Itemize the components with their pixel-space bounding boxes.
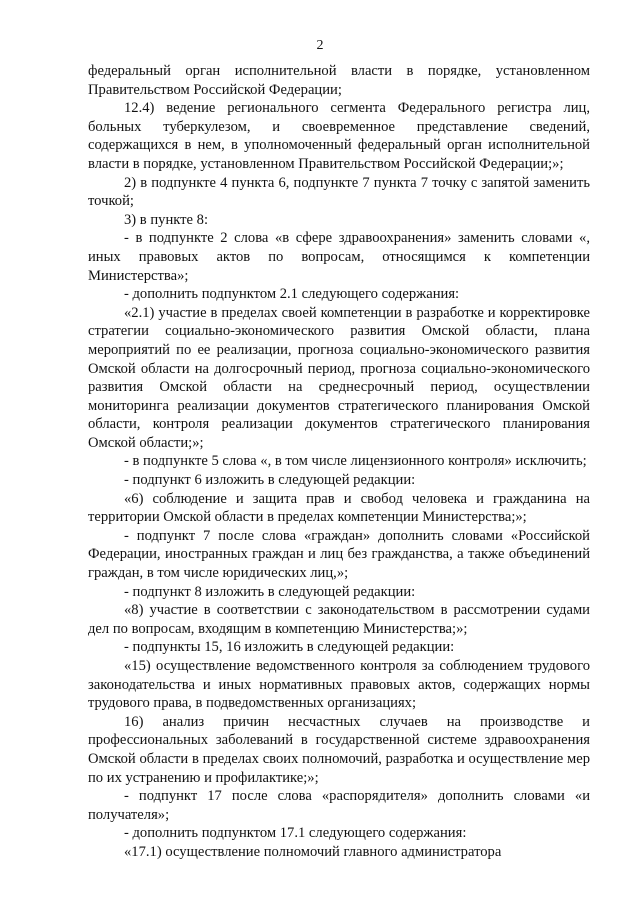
paragraph: федеральный орган исполнительной власти в порядке, установленном Правительством Российской Федерации; — [88, 63, 590, 98]
paragraph: 2) в подпункте 4 пункта 6, подпункте 7 пункта 7 точку с запятой заменить точкой; — [88, 174, 590, 210]
paragraph: - в подпункте 5 слова «, в том числе лицензионного контроля» исключить; — [124, 453, 587, 470]
paragraph: «6) соблюдение и защита прав и свобод человека и гражданина на территории Омской области в пределах компетенции Министерства;»; — [88, 490, 590, 526]
paragraph: - дополнить подпунктом 17.1 следующего содержания: — [124, 825, 467, 842]
paragraph: 16) анализ причин несчастных случаев на производстве и профессиональных заболеваний в государственной системе здравоохранения Омской области в пределах своих полномочий, разработка и осуществление мер по их устранению и профилактике;»; — [88, 713, 590, 786]
paragraph: - подпункт 8 изложить в следующей редакции: — [124, 583, 416, 600]
paragraph: - дополнить подпунктом 2.1 следующего содержания: — [124, 286, 460, 303]
paragraph: - подпункт 6 изложить в следующей редакции: — [124, 472, 416, 489]
paragraph: «2.1) участие в пределах своей компетенции в разработке и корректировке стратегии социально-экономического развития Омской области, плана мероприятий по ее реализации, прогноза социально-экономического развития Омской области на долгосрочный период, прогноза социально-экономического развития Омской области на среднесрочный период, осуществлении мониторинга реализации документов стратегического планирования Омской области, контроля реализации документов стратегического планирования Омской области;»; — [88, 304, 590, 451]
paragraph: - подпункты 15, 16 изложить в следующей редакции: — [124, 639, 455, 656]
paragraph: «17.1) осуществление полномочий главного администратора — [124, 843, 502, 860]
paragraph: «8) участие в соответствии с законодательством в рассмотрении судами дел по вопросам, входящим в компетенцию Министерства;»; — [88, 602, 590, 637]
document-body — [88, 62, 590, 862]
paragraph: «15) осуществление ведомственного контроля за соблюдением трудового законодательства и иных нормативных правовых актов, содержащих нормы трудового права, в подведомственных организациях; — [88, 658, 590, 712]
paragraph: - подпункт 17 после слова «распорядителя» дополнить словами «и получателя»; — [88, 788, 590, 823]
paragraph: 3) в пункте 8: — [124, 211, 209, 228]
paragraph: - подпункт 7 после слова «граждан» дополнить словами «Российской Федерации, иностранных граждан и лиц без гражданства, а также объединений граждан, в том числе юридических лиц,»; — [88, 527, 590, 582]
paragraph: - в подпункте 2 слова «в сфере здравоохранения» заменить словами «, иных правовых актов по вопросам, относящимся к компетенции Министерства»; — [88, 230, 590, 284]
paragraph: 12.4) ведение регионального сегмента Федерального регистра лиц, больных туберкулезом, и своевременное представление сведений, содержащихся в нем, в уполномоченный федеральный орган исполнительной власти в порядке, установленном Правительством Российской Федерации;»; — [88, 100, 590, 172]
page-number: 2 — [316, 38, 324, 53]
